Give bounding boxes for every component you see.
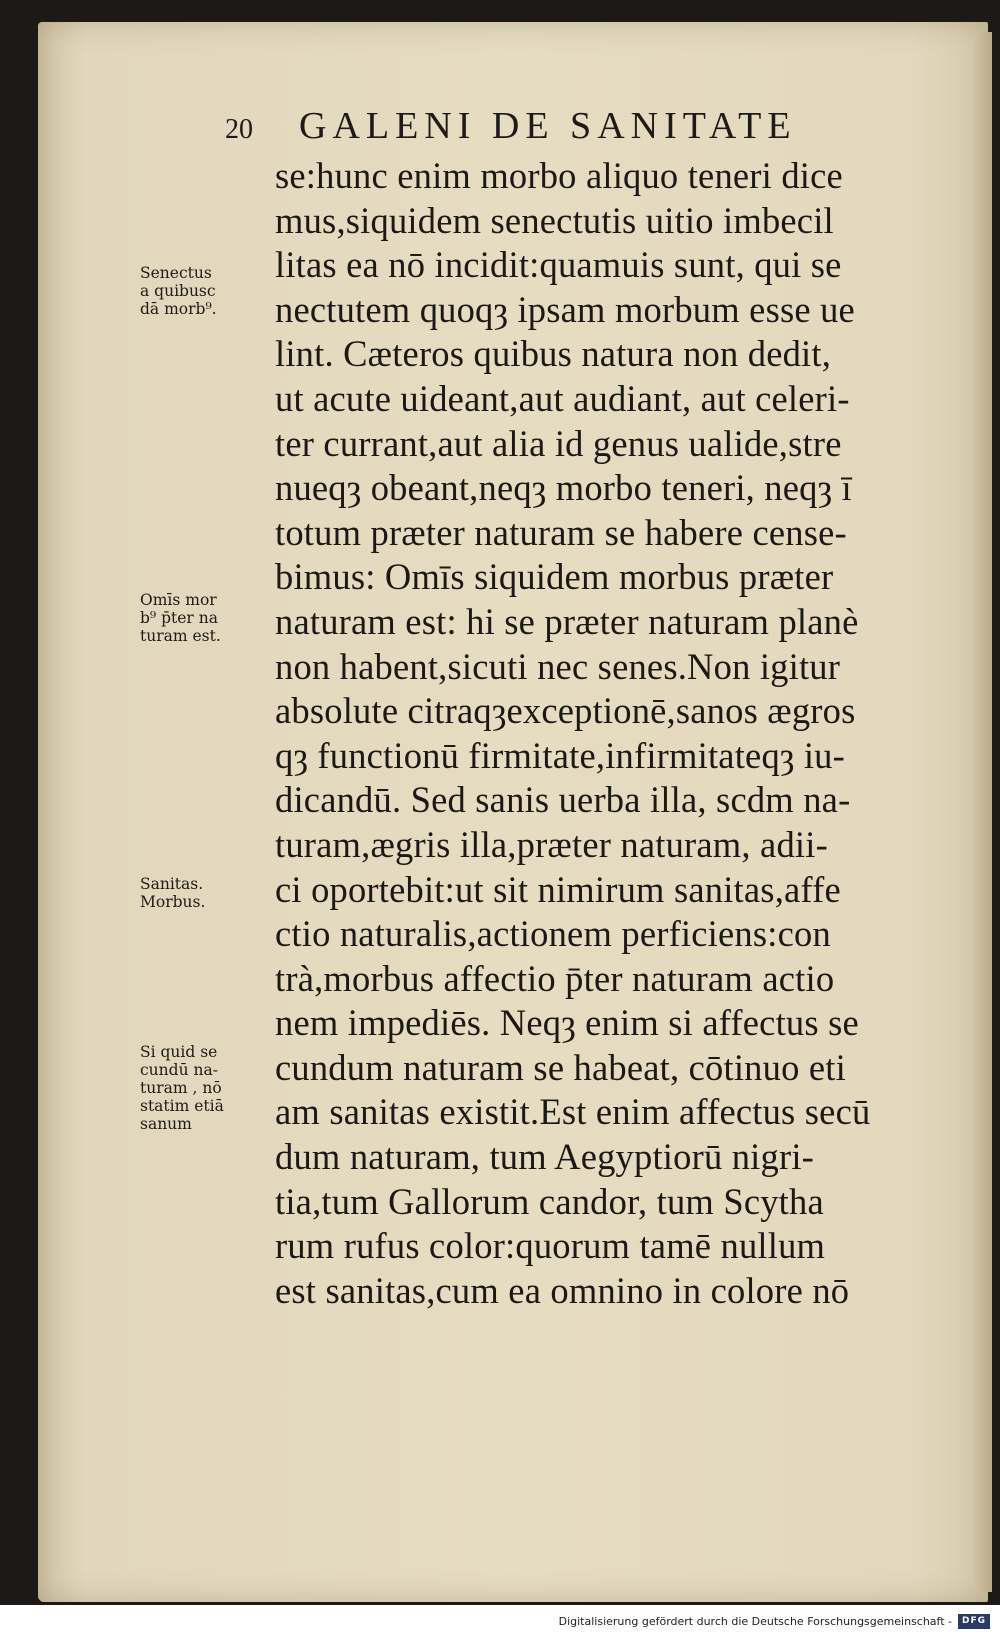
funding-credit: Digitalisierung gefördert durch die Deutsche Forschungsgemeinschaft - bbox=[558, 1615, 952, 1628]
text-line: dicandū. Sed sanis uerba illa, scdm na- bbox=[275, 779, 851, 821]
text-line: lint. Cæteros quibus natura non dedit, bbox=[275, 333, 832, 375]
note-line: b⁹ p̄ter na bbox=[140, 609, 218, 627]
marginal-note-senectus bbox=[140, 264, 270, 318]
main-text-block bbox=[275, 154, 935, 1313]
page-gutter bbox=[974, 32, 992, 1592]
marginal-note-si-quid bbox=[140, 1043, 270, 1133]
note-line: Senectus bbox=[140, 264, 212, 282]
text-line: tia,tum Gallorum candor, tum Scytha bbox=[275, 1180, 824, 1222]
running-header bbox=[225, 104, 797, 148]
note-line: turam est. bbox=[140, 627, 221, 645]
text-line: non habent,sicuti nec senes.Non igitur bbox=[275, 645, 841, 687]
note-line: Si quid se bbox=[140, 1043, 218, 1061]
note-line: turam , nō bbox=[140, 1079, 222, 1097]
marginal-note-sanitas bbox=[140, 875, 270, 911]
note-line: dā morb⁹. bbox=[140, 300, 217, 318]
text-line: mus,siquidem senectutis uitio imbecil bbox=[275, 199, 834, 241]
text-line: est sanitas,cum ea omnino in colore nō bbox=[275, 1269, 850, 1311]
marginal-note-morbus bbox=[140, 591, 270, 645]
note-line: Morbus. bbox=[140, 893, 206, 911]
text-line: qȝ functionū firmitate,infirmitateqȝ iu- bbox=[275, 734, 845, 776]
text-line: ter currant,aut alia id genus ualide,stre bbox=[275, 422, 842, 464]
text-line: se:hunc enim morbo aliquo teneri dice bbox=[275, 155, 843, 196]
text-line: nueqȝ obeant,neqȝ morbo teneri, neqȝ ī bbox=[275, 467, 852, 509]
note-line: sanum bbox=[140, 1115, 192, 1133]
dfg-logo: DFG bbox=[958, 1614, 990, 1629]
note-line: Sanitas. bbox=[140, 875, 204, 893]
note-line: a quibusc bbox=[140, 282, 216, 300]
text-line: absolute citraqȝexceptionē,sanos ægros bbox=[275, 690, 856, 732]
text-line: trà,morbus affectio p̄ter naturam actio bbox=[275, 957, 835, 999]
footer-bar bbox=[0, 1605, 1000, 1635]
text-line: am sanitas existit.Est enim affectus secū bbox=[275, 1091, 871, 1133]
text-line: bimus: Omīs siquidem morbus præter bbox=[275, 556, 834, 598]
text-line: nectutem quoqȝ ipsam morbum esse ue bbox=[275, 288, 855, 330]
text-line: totum præter naturam se habere cense- bbox=[275, 511, 847, 553]
note-line: Omīs mor bbox=[140, 591, 217, 609]
text-line: turam,ægris illa,præter naturam, adii- bbox=[275, 823, 828, 865]
text-line: rum rufus color:quorum tamē nullum bbox=[275, 1225, 826, 1267]
text-line: nem impediēs. Neqȝ enim si affectus se bbox=[275, 1002, 859, 1044]
text-line: ut acute uideant,aut audiant, aut celeri- bbox=[275, 377, 850, 419]
note-line: cundū na- bbox=[140, 1061, 218, 1079]
text-line: ci oportebit:ut sit nimirum sanitas,affe bbox=[275, 868, 841, 910]
text-line: litas ea nō incidit:quamuis sunt, qui se bbox=[275, 244, 842, 286]
text-line: dum naturam, tum Aegyptiorū nigri- bbox=[275, 1136, 815, 1178]
text-line: ctio naturalis,actionem perficiens:con bbox=[275, 913, 831, 955]
page-number: 20 bbox=[225, 114, 253, 145]
text-line: cundum naturam se habeat, cōtinuo eti bbox=[275, 1046, 846, 1088]
running-title: GALENI DE SANITATE bbox=[299, 105, 797, 147]
text-line: naturam est: hi se præter naturam planè bbox=[275, 600, 859, 642]
note-line: statim etiā bbox=[140, 1097, 224, 1115]
